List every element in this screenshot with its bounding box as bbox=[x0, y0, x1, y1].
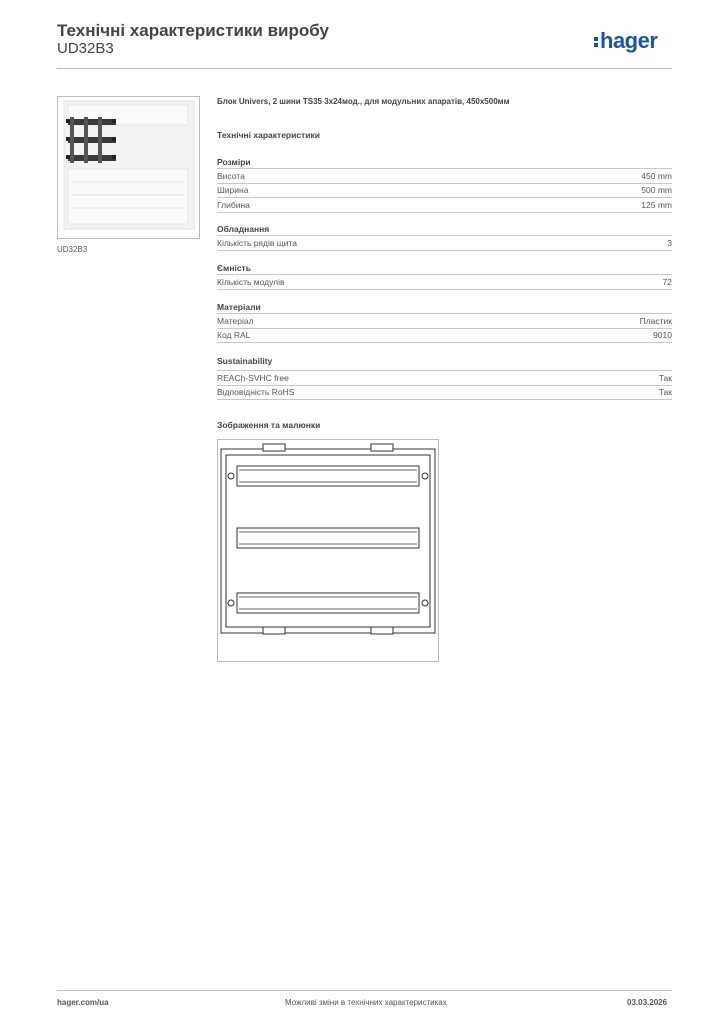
spec-value: Так bbox=[658, 373, 672, 383]
spec-row bbox=[217, 385, 672, 400]
spec-label: REACh-SVHC free bbox=[217, 373, 289, 383]
footer-divider bbox=[57, 990, 672, 991]
enclosure-drawing-icon bbox=[218, 440, 438, 661]
hager-logo bbox=[594, 28, 657, 54]
spec-value: 9010 bbox=[653, 330, 672, 340]
header-divider bbox=[57, 68, 672, 69]
spec-value: 450 mm bbox=[641, 171, 672, 181]
section-dimensions: Розміри bbox=[217, 157, 251, 167]
section-sustainability: Sustainability bbox=[217, 356, 273, 366]
spec-label: Висота bbox=[217, 171, 245, 181]
spec-label: Ширина bbox=[217, 185, 249, 195]
spec-row bbox=[217, 168, 672, 184]
spec-row bbox=[217, 198, 672, 213]
spec-row bbox=[217, 313, 672, 329]
section-capacity: Ємність bbox=[217, 263, 251, 273]
page-title: Технічні характеристики виробу bbox=[57, 21, 329, 40]
spec-label: Код RAL bbox=[217, 330, 251, 340]
spec-label: Кількість модулів bbox=[217, 277, 285, 287]
spec-value: 125 mm bbox=[641, 200, 672, 210]
section-materials: Матеріали bbox=[217, 302, 261, 312]
footer-note: Можливі зміни в технічних характеристиках bbox=[285, 998, 447, 1007]
logo-text: hager bbox=[600, 28, 658, 53]
footer-date: 03.03.2026 bbox=[627, 998, 668, 1007]
footer-website[interactable]: hager.com/ua bbox=[57, 998, 109, 1007]
logo-dots-icon bbox=[594, 35, 598, 49]
enclosure-photo-icon bbox=[58, 97, 199, 238]
spec-row bbox=[217, 370, 672, 386]
spec-label: Глибина bbox=[217, 200, 250, 210]
spec-value: Пластик bbox=[639, 316, 672, 326]
technical-drawing bbox=[217, 439, 439, 662]
spec-value: 72 bbox=[662, 277, 672, 287]
spec-label: Матеріал bbox=[217, 316, 254, 326]
spec-row bbox=[217, 235, 672, 251]
product-image bbox=[57, 96, 200, 239]
thumbnail-caption: UD32B3 bbox=[57, 245, 88, 254]
spec-value: Так bbox=[658, 387, 672, 397]
spec-value: 500 mm bbox=[641, 185, 672, 195]
section-equipment: Обладнання bbox=[217, 224, 270, 234]
spec-label: Відповідність RoHS bbox=[217, 387, 295, 397]
product-description: Блок Univers, 2 шини TS35 3x24мод., для модульних апаратів, 450x500мм bbox=[217, 97, 510, 106]
spec-label: Кількість рядів щита bbox=[217, 238, 297, 248]
product-code: UD32B3 bbox=[57, 40, 114, 57]
specs-heading: Технічні характеристики bbox=[217, 130, 320, 140]
drawings-heading: Зображення та малюнки bbox=[217, 420, 321, 430]
spec-row bbox=[217, 274, 672, 290]
spec-row bbox=[217, 183, 672, 198]
spec-row bbox=[217, 328, 672, 343]
spec-value: 3 bbox=[667, 238, 672, 248]
